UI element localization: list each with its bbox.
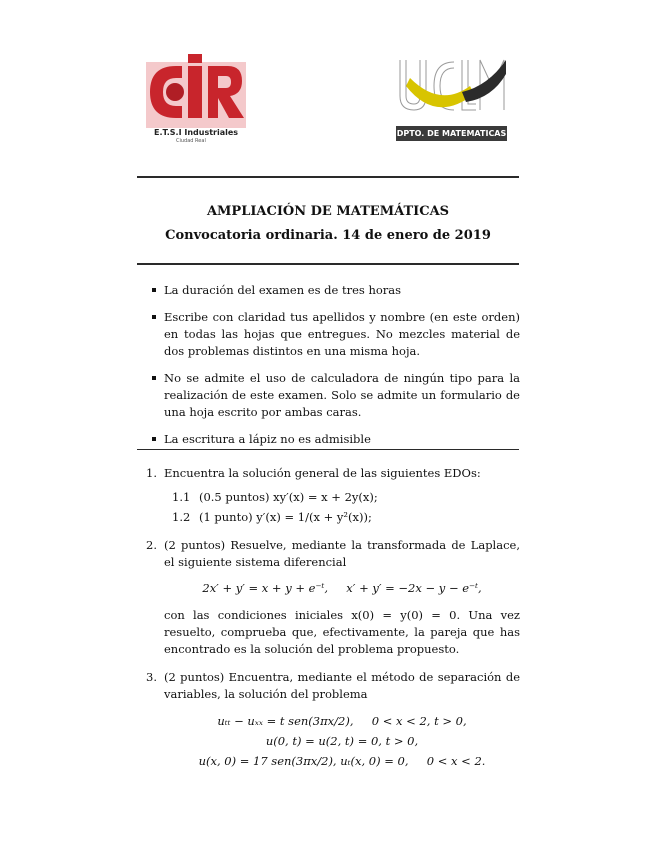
bullet-icon <box>152 288 156 292</box>
problem-text: (2 puntos) Encuentra, mediante el método de separación de variables, la solución del problema <box>164 670 520 701</box>
instruction-item <box>152 309 520 360</box>
instruction-item <box>152 282 520 299</box>
etsi-logo <box>146 52 246 144</box>
problem-equation: 2x′ + y′ = x + y + e⁻ᵗ, x′ + y′ = −2x − y − e⁻ᵗ, <box>202 581 482 595</box>
problem-number: 1. <box>146 466 157 480</box>
uclm-mark-icon <box>396 56 508 126</box>
logo-left-text: E.T.S.I Industriales <box>154 128 239 137</box>
instruction-text: La escritura a lápiz no es admisible <box>164 432 371 446</box>
cir-logo-icon <box>146 52 246 128</box>
instructions-list <box>152 282 520 458</box>
instruction-text: La duración del examen es de tres horas <box>164 283 402 297</box>
subproblem-text: (1 punto) y′(x) = 1/(x + y²(x)); <box>198 510 372 524</box>
uclm-logo <box>396 56 508 142</box>
logo-left-subtext: Ciudad Real <box>176 138 206 144</box>
bullet-icon <box>152 437 156 441</box>
subproblem-1-1 <box>164 489 520 506</box>
problem-equation: uₜₜ − uₓₓ = t sen(3πx/2), 0 < x < 2, t > 0, <box>217 714 467 728</box>
problem-2 <box>146 537 520 658</box>
problems-list <box>146 465 520 782</box>
problem-text: Encuentra la solución general de las siguientes EDOs: <box>164 466 481 480</box>
bullet-icon <box>152 315 156 319</box>
problem-1 <box>146 465 520 526</box>
dept-label: DPTO. DE MATEMATICAS <box>396 126 507 141</box>
instruction-item <box>152 431 520 448</box>
problem-3 <box>146 669 520 771</box>
subproblem-text: (0.5 puntos) xy′(x) = x + 2y(x); <box>198 490 378 504</box>
exam-title: AMPLIACIÓN DE MATEMÁTICAS <box>206 204 450 219</box>
problem-text: (2 puntos) Resuelve, mediante la transformada de Laplace, el siguiente sistema diferencial <box>164 538 520 569</box>
problem-number: 2. <box>146 538 157 552</box>
problem-followup: con las condiciones iniciales x(0) = y(0) = 0. Una vez resuelto, comprueba que, efectivamente, la pareja que has encontrado es la solución del problema propuesto. <box>164 608 520 656</box>
problem-number: 3. <box>146 670 157 684</box>
instructions-rule <box>137 449 519 450</box>
header-rule <box>137 263 519 265</box>
instruction-text: No se admite el uso de calculadora de ningún tipo para la realización de este examen. Solo se admite un formulario de una hoja escrito por ambas caras. <box>164 371 520 419</box>
bullet-icon <box>152 376 156 380</box>
problem-equation: u(x, 0) = 17 sen(3πx/2), uₜ(x, 0) = 0, 0 < x < 2. <box>198 754 486 768</box>
subproblem-1-2 <box>164 509 520 526</box>
subproblem-number: 1.1 <box>172 490 191 504</box>
problem-equation: u(0, t) = u(2, t) = 0, t > 0, <box>265 734 419 748</box>
exam-subtitle: Convocatoria ordinaria. 14 de enero de 2019 <box>165 228 491 243</box>
instruction-text: Escribe con claridad tus apellidos y nombre (en este orden) en todas las hojas que entregues. No mezcles material de dos problemas distintos en una misma hoja. <box>164 310 520 358</box>
subproblem-number: 1.2 <box>172 510 191 524</box>
instruction-item <box>152 370 520 421</box>
top-rule <box>137 176 519 178</box>
